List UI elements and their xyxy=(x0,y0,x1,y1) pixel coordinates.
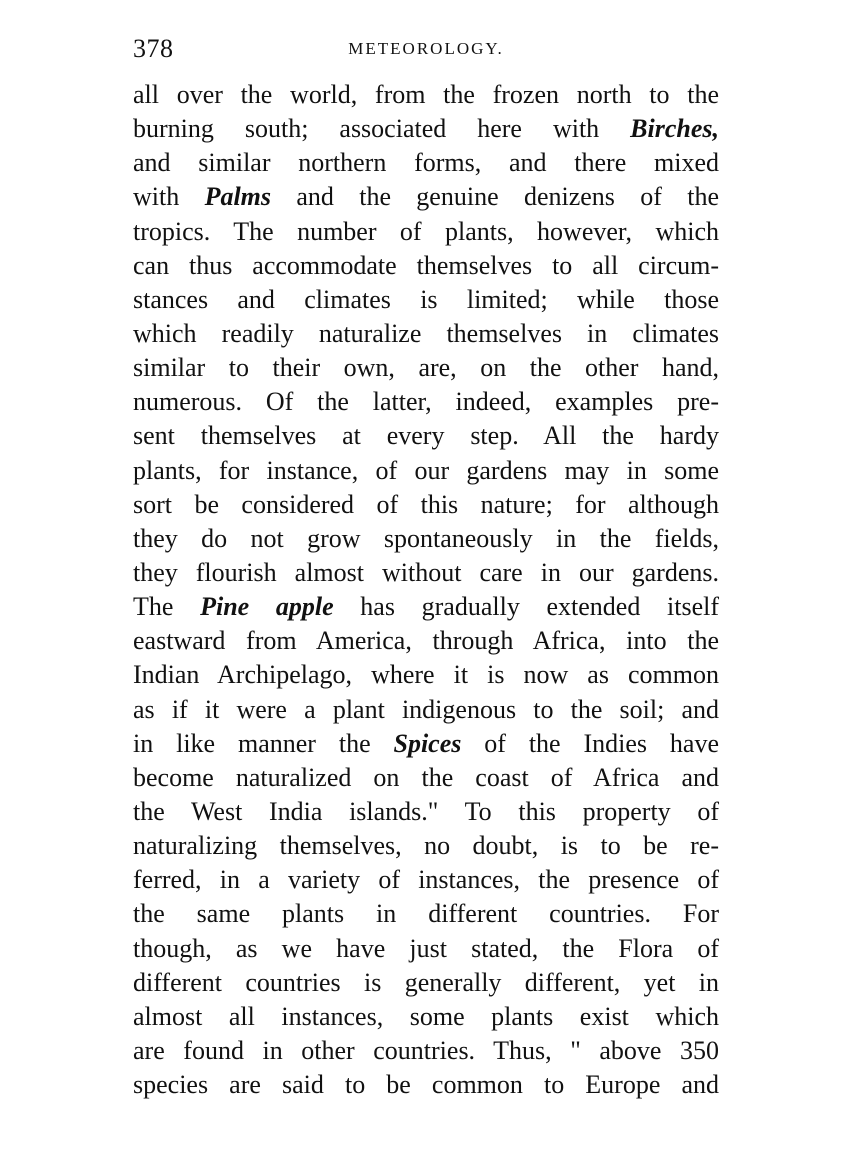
text-run: though, as we have just stated, the Flora of xyxy=(133,933,719,963)
text-run: and similar northern forms, and there mixed xyxy=(133,148,719,178)
text-run: in like manner the xyxy=(133,728,394,758)
text-run: The xyxy=(133,592,201,622)
text-line xyxy=(133,932,719,966)
text-line xyxy=(133,522,719,556)
text-line xyxy=(133,419,719,453)
italic-term: Pine apple xyxy=(200,592,334,622)
text-run: can thus accommodate themselves to all circum- xyxy=(133,250,719,280)
text-run: numerous. Of the latter, indeed, examples pre- xyxy=(133,387,719,417)
page-header xyxy=(133,34,719,68)
text-run: different countries is generally different, yet in xyxy=(133,967,719,997)
text-run: they flourish almost without care in our gardens. xyxy=(133,557,719,587)
text-run: which readily naturalize themselves in climates xyxy=(133,318,719,348)
text-run: eastward from America, through Africa, into the xyxy=(133,626,719,656)
text-run: they do not grow spontaneously in the fields, xyxy=(133,523,719,553)
text-run: burning south; associated here with xyxy=(133,114,631,144)
text-run: of the Indies have xyxy=(461,728,719,758)
text-line xyxy=(133,215,719,249)
text-line xyxy=(133,795,719,829)
text-line xyxy=(133,658,719,692)
text-line xyxy=(133,1000,719,1034)
text-line xyxy=(133,693,719,727)
text-run: almost all instances, some plants exist which xyxy=(133,1001,719,1031)
text-line xyxy=(133,454,719,488)
text-line xyxy=(133,112,719,146)
italic-term: Palms xyxy=(204,182,272,212)
text-line xyxy=(133,727,719,761)
running-head: METEOROLOGY. xyxy=(348,39,504,58)
text-line xyxy=(133,829,719,863)
text-run: species are said to be common to Europe and xyxy=(133,1070,719,1100)
text-line xyxy=(133,283,719,317)
text-run: become naturalized on the coast of Africa and xyxy=(133,762,719,792)
text-line xyxy=(133,624,719,658)
text-run: the same plants in different countries. For xyxy=(133,899,719,929)
text-line xyxy=(133,863,719,897)
text-run: tropics. The number of plants, however, which xyxy=(133,216,719,246)
text-line xyxy=(133,966,719,1000)
text-line xyxy=(133,1034,719,1068)
italic-term: Birches, xyxy=(630,114,719,144)
text-line xyxy=(133,146,719,180)
text-line xyxy=(133,351,719,385)
text-run: all over the world, from the frozen north to the xyxy=(133,80,719,109)
text-run: ferred, in a variety of instances, the presence of xyxy=(133,865,719,895)
text-line xyxy=(133,897,719,931)
text-line xyxy=(133,249,719,283)
text-run: with xyxy=(133,182,205,212)
text-run: sent themselves at every step. All the hardy xyxy=(133,421,719,451)
body-text xyxy=(133,78,719,1102)
text-line xyxy=(133,590,719,624)
text-line xyxy=(133,488,719,522)
text-run: stances and climates is limited; while those xyxy=(133,284,719,314)
text-run: naturalizing themselves, no doubt, is to be re- xyxy=(133,831,719,861)
text-run: sort be considered of this nature; for although xyxy=(133,489,719,519)
text-line xyxy=(133,556,719,590)
text-run: similar to their own, are, on the other hand, xyxy=(133,353,719,383)
text-line xyxy=(133,317,719,351)
text-line xyxy=(133,78,719,112)
italic-term: Spices xyxy=(393,728,462,758)
text-line xyxy=(133,1068,719,1102)
text-line xyxy=(133,180,719,214)
text-line xyxy=(133,385,719,419)
page-number: 378 xyxy=(133,34,174,63)
text-line xyxy=(133,761,719,795)
text-run: Indian Archipelago, where it is now as common xyxy=(133,660,719,690)
text-run: the West India islands." To this property of xyxy=(133,796,719,826)
text-run: plants, for instance, of our gardens may in some xyxy=(133,455,719,485)
text-run: are found in other countries. Thus, " above 350 xyxy=(133,1035,719,1065)
text-run: has gradually extended itself xyxy=(333,592,719,622)
text-run: as if it were a plant indigenous to the soil; and xyxy=(133,694,719,724)
text-run: and the genuine denizens of the xyxy=(271,182,719,212)
